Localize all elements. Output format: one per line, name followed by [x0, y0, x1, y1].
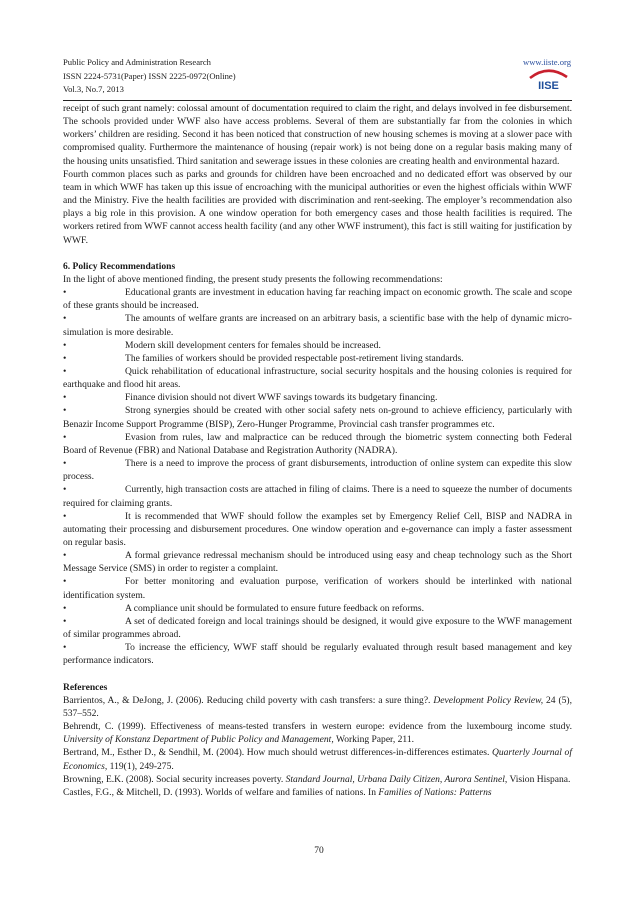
reference-item [63, 694, 572, 720]
reference-item [63, 786, 572, 799]
recommendation-item [63, 339, 572, 352]
bullet-icon: • [63, 339, 67, 351]
recommendation-item [63, 286, 572, 312]
recommendation-text: Evasion from rules, law and malpractice can be reduced through the biometric system connecting both Federal Board of Revenue (FBR) and National Database and Registration Authority (NADRA). [63, 431, 572, 456]
reference-text: Browning, E.K. (2008). Social security increases poverty. [63, 773, 286, 785]
recommendation-text: There is a need to improve the process of grant disbursements, introduction of online system can expedite this slow process. [63, 458, 572, 483]
recommendation-item [63, 641, 572, 667]
recommendation-text: A set of dedicated foreign and local trainings should be designed, it would give exposure to the WWF management of similar programmes abroad. [63, 615, 572, 641]
recommendation-text: For better monitoring and evaluation purpose, verification of workers should be interlinked with national identification system. [63, 576, 572, 601]
reference-list [63, 694, 572, 799]
bullet-icon: • [63, 484, 67, 496]
reference-text: , Working Paper, 211. [331, 734, 414, 746]
issn-line: ISSN 2224-5731(Paper) ISSN 2225-0972(Online) [63, 70, 236, 81]
recommendation-item [63, 483, 572, 509]
recommendation-item [63, 575, 572, 601]
journal-url-link[interactable]: www.iiste.org [523, 57, 571, 67]
reference-source: Families of Nations: Patterns [378, 786, 492, 798]
bullet-icon: • [63, 365, 67, 377]
recommendation-item [63, 391, 572, 404]
volume-line: Vol.3, No.7, 2013 [63, 84, 124, 95]
bullet-icon: • [63, 510, 67, 522]
paragraph: Fourth common places such as parks and grounds for children have been encroached and no dedicated effort was observed by our team in which WWF has taken up this issue of encroaching with the municipal authorities or even the highest officials within WWF and the Ministry. Five the health facilities are provided with discrimination and rent-seeking. The employer’s recommendation also plays a big role in this provision. A one window operation for both emergency cases and those health facilities is required. The workers retired from WWF cannot access health facility (and any other WWF instrument), this fact is still waiting for justification by WWF. [63, 168, 572, 246]
section-heading: 6. Policy Recommendations [63, 260, 176, 272]
recommendation-text: To increase the efficiency, WWF staff should be regularly evaluated through result based management and key performance indicators. [63, 642, 572, 667]
references-heading: References [63, 681, 108, 693]
reference-text: Behrendt, C. (1999). Effectiveness of means-tested transfers in western europe: evidence from the luxembourg income study. [63, 721, 572, 733]
reference-text: Castles, F.G., & Mitchell, D. (1993). Worlds of welfare and families of nations. In [63, 786, 379, 798]
bullet-icon: • [63, 352, 67, 364]
reference-text: 119(1), 249-275. [107, 760, 174, 772]
recommendation-item [63, 615, 572, 641]
reference-text: Bertrand, M., Esther D., & Sendhil, M. (2004). How much should wetrust differences-in-differences estimates. [63, 747, 492, 759]
bullet-icon: • [63, 458, 67, 470]
recommendation-item [63, 312, 572, 338]
logo-text: IISE [538, 80, 559, 92]
recommendation-text: A formal grievance redressal mechanism should be introduced using easy and cheap technology such as the Short Message Service (SMS) in order to register a complaint. [63, 550, 572, 575]
recommendation-text: The families of workers should be provided respectable post-retirement living standards. [125, 352, 464, 364]
bullet-icon: • [63, 287, 67, 299]
bullet-icon: • [63, 550, 67, 562]
recommendation-text: Educational grants are investment in education having far reaching impact on economic growth. The scale and scope of these grants should be increased. [63, 287, 572, 312]
recommendation-item [63, 510, 572, 549]
recommendation-item [63, 602, 572, 615]
reference-source: Development Policy Review, [433, 694, 544, 706]
reference-text: 24 (5), 537–552. [63, 694, 572, 719]
recommendation-item [63, 549, 572, 575]
paragraph: receipt of such grant namely: colossal amount of documentation required to claim the right, and delays involved in fee disbursement. The schools provided under WWF also have access problems. Several of them are substantially far from the colonies in which workers’ children are residing. Second it has been noticed that construction of new housing schemes is moving at a slower pace with compromised quality. Furthermore the maintenance of housing (repair work) is not being done on a regular basis making many of the housing units unsatisfied. Third sanitation and sewerage issues in these colonies are creating health and environmental hazard. [63, 103, 572, 167]
body-text [63, 102, 572, 799]
page-header [63, 56, 571, 97]
reference-text: Barrientos, A., & DeJong, J. (2006). Reducing child poverty with cash transfers: a sure thing?. [63, 694, 434, 706]
recommendation-text: Quick rehabilitation of educational infrastructure, social security hospitals and the housing colonies is required for earthquake and flood hit areas. [63, 365, 572, 391]
bullet-icon: • [63, 602, 67, 614]
recommendation-text: Currently, high transaction costs are attached in filing of claims. There is a need to squeeze the number of documents required for claiming grants. [63, 484, 572, 509]
recommendation-text: Finance division should not divert WWF savings towards its budgetary financing. [125, 392, 438, 404]
recommendation-item [63, 352, 572, 365]
recommendation-item [63, 365, 572, 391]
recommendation-text: It is recommended that WWF should follow the examples set by Emergency Relief Cell, BISP and NADRA in automating their processing and disbursement procedures. One window operation and e-governance can imply a faster assessment on regular basis. [63, 510, 572, 548]
reference-source: University of Konstanz Department of Public Policy and Management [63, 734, 332, 746]
section-intro: In the light of above mentioned finding, the present study presents the following recommendations: [63, 273, 443, 285]
recommendation-text: A compliance unit should be formulated to ensure future feedback on reforms. [125, 602, 425, 614]
bullet-icon: • [63, 313, 67, 325]
reference-source: Standard Journal, Urbana Daily Citizen, Aurora Sentinel [285, 773, 505, 785]
header-rule [63, 100, 572, 101]
iiste-logo [526, 66, 571, 93]
recommendation-item [63, 404, 572, 430]
bullet-icon: • [63, 642, 67, 654]
reference-item [63, 720, 572, 746]
recommendation-item [63, 431, 572, 457]
journal-title: Public Policy and Administration Research [63, 57, 211, 67]
bullet-icon: • [63, 392, 67, 404]
reference-item [63, 773, 572, 786]
reference-text: , Vision Hispana. [504, 773, 571, 785]
recommendation-text: Modern skill development centers for females should be increased. [125, 339, 381, 351]
reference-source: Quarterly Journal of Economics, [63, 747, 572, 772]
bullet-icon: • [63, 615, 67, 627]
bullet-icon: • [63, 576, 67, 588]
recommendation-text: Strong synergies should be created with other social safety nets on-ground to achieve efficiency, particularly with Benazir Income Support Programme (BISP), Zero-Hunger Programme, Provincial cash transfer programmes etc. [63, 405, 572, 430]
bullet-icon: • [63, 431, 67, 443]
recommendation-item [63, 457, 572, 483]
recommendation-text: The amounts of welfare grants are increased on an arbitrary basis, a scientific base with the help of dynamic micro-simulation is more desirable. [63, 313, 572, 338]
recommendation-list [63, 286, 572, 668]
reference-item [63, 746, 572, 772]
page-number: 70 [314, 846, 324, 856]
bullet-icon: • [63, 405, 67, 417]
